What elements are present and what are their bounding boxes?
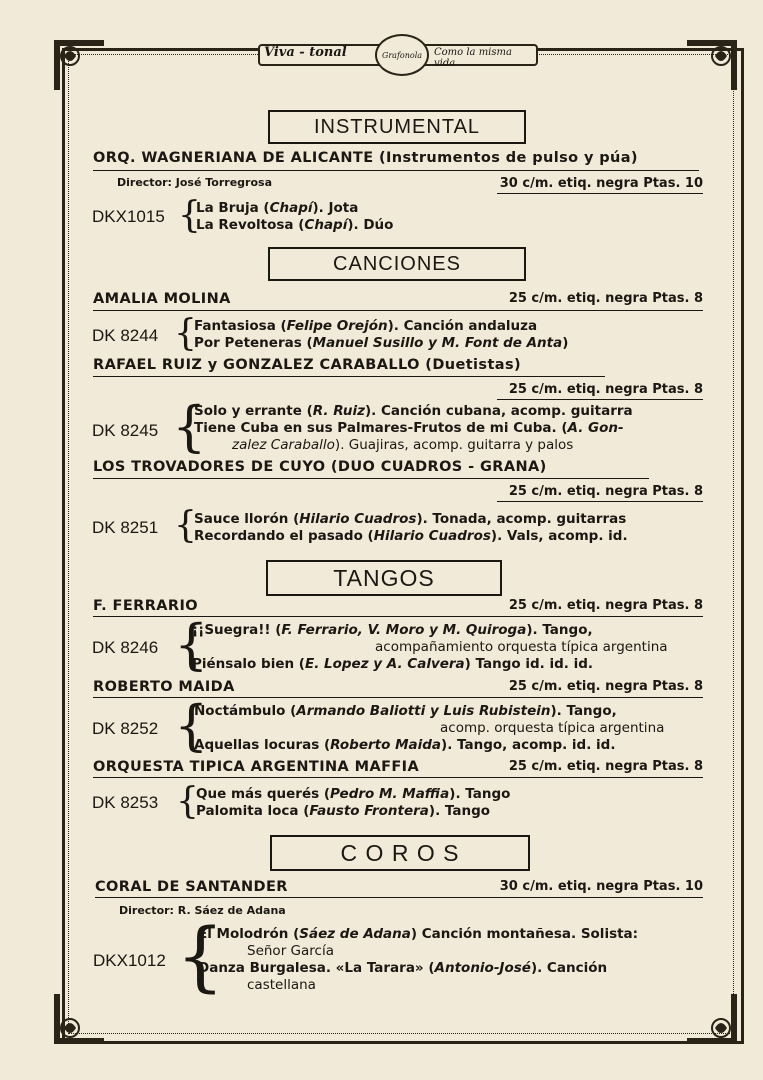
section-title: C O R O S: [340, 839, 460, 866]
price-rule: [497, 193, 703, 194]
section-header-coros: [270, 835, 530, 871]
track-line: Fantasiosa (Felipe Orejón). Canción andaluza: [194, 318, 538, 334]
track-line: La Revoltosa (Chapí). Dúo: [196, 217, 394, 233]
catalog-number: DKX1012: [93, 951, 166, 970]
brace-icon: {: [176, 781, 199, 822]
banner-slogan-right: Como la misma vida: [434, 47, 512, 69]
track-line: castellana: [247, 977, 316, 993]
price-label: 25 c/m. etiq. negra Ptas. 8: [508, 759, 703, 774]
corner-ornament-icon: [683, 36, 741, 94]
track-line: acomp. orquesta típica argentina: [440, 720, 665, 736]
track-line: Por Peteneras (Manuel Susillo y M. Font de Anta): [194, 335, 569, 351]
artist-heading: ROBERTO MAIDA: [93, 679, 235, 695]
catalog-number: DK 8246: [92, 638, 159, 657]
director-note: Director: José Torregrosa: [117, 176, 272, 189]
logo-text: Grafonola: [381, 50, 423, 60]
heading-rule: [93, 777, 703, 778]
track-line: El Molodrón (Sáez de Adana) Canción montañesa. Solista:: [198, 926, 639, 942]
brace-icon: {: [174, 505, 197, 546]
price-label: 25 c/m. etiq. negra Ptas. 8: [508, 382, 703, 397]
track-line: Solo y errante (R. Ruiz). Canción cubana, acomp. guitarra: [194, 403, 633, 419]
section-header-instrumental: [268, 110, 526, 144]
artist-heading: RAFAEL RUIZ y GONZALEZ CARABALLO (Duetistas): [93, 357, 522, 373]
brace-icon: {: [174, 613, 209, 676]
heading-rule: [93, 310, 703, 311]
section-header-canciones: [268, 247, 526, 281]
track-line: Aquellas locuras (Roberto Maida). Tango, acomp. id. id.: [194, 737, 616, 753]
track-line: Sauce llorón (Hilario Cuadros). Tonada, acomp. guitarras: [194, 511, 627, 527]
catalog-number: DK 8245: [92, 421, 159, 440]
heading-rule: [93, 478, 649, 479]
catalog-number: DKX1015: [92, 207, 165, 226]
price-label: 25 c/m. etiq. negra Ptas. 8: [508, 598, 703, 613]
catalog-number: DK 8253: [92, 793, 159, 812]
corner-ornament-icon: [50, 36, 108, 94]
artist-heading: ORQ. WAGNERIANA DE ALICANTE (Instrumentos de pulso y púa): [93, 150, 638, 166]
heading-rule: [93, 170, 699, 171]
artist-heading: F. FERRARIO: [93, 598, 198, 614]
track-line: Tiene Cuba en sus Palmares-Frutos de mi Cuba. (A. Gon-: [194, 420, 624, 436]
track-line: acompañamiento orquesta típica argentina: [375, 639, 668, 655]
price-label: 25 c/m. etiq. negra Ptas. 8: [508, 484, 703, 499]
price-label: 25 c/m. etiq. negra Ptas. 8: [508, 291, 703, 306]
brace-icon: {: [174, 313, 197, 354]
brace-icon: {: [172, 395, 207, 458]
track-line: Noctámbulo (Armando Baliotti y Luis Rubistein). Tango,: [194, 703, 617, 719]
heading-rule: [95, 897, 703, 898]
track-line: La Bruja (Chapí). Jota: [196, 200, 359, 216]
track-line: ¡¡Suegra!! (F. Ferrario, V. Moro y M. Quiroga). Tango,: [192, 622, 593, 638]
track-line: Que más querés (Pedro M. Maffia). Tango: [196, 786, 511, 802]
section-title: CANCIONES: [333, 252, 461, 275]
section-title: TANGOS: [333, 564, 435, 591]
price-label: 30 c/m. etiq. negra Ptas. 10: [499, 879, 703, 894]
brace-icon: {: [178, 195, 201, 236]
brace-icon: {: [174, 694, 209, 757]
section-title: INSTRUMENTAL: [313, 115, 481, 138]
catalog-number: DK 8244: [92, 326, 159, 345]
track-line: Piénsalo bien (E. Lopez y A. Calvera) Tango id. id. id.: [192, 656, 594, 672]
artist-heading: AMALIA MOLINA: [93, 291, 231, 307]
track-line: Recordando el pasado (Hilario Cuadros). Vals, acomp. id.: [194, 528, 628, 544]
heading-rule: [93, 376, 605, 377]
artist-heading: LOS TROVADORES DE CUYO (DUO CUADROS - GRANA): [93, 459, 547, 475]
section-header-tangos: [266, 560, 502, 596]
catalog-number: DK 8252: [92, 719, 159, 738]
artist-heading: CORAL DE SANTANDER: [95, 879, 288, 895]
corner-ornament-icon: [50, 990, 108, 1048]
track-line: Palomita loca (Fausto Frontera). Tango: [196, 803, 491, 819]
grafonola-logo: [375, 34, 429, 76]
artist-heading: ORQUESTA TIPICA ARGENTINA MAFFIA: [93, 759, 420, 775]
price-label: 30 c/m. etiq. negra Ptas. 10: [499, 176, 703, 191]
corner-ornament-icon: [683, 990, 741, 1048]
catalog-number: DK 8251: [92, 518, 159, 537]
price-label: 25 c/m. etiq. negra Ptas. 8: [508, 679, 703, 694]
brace-icon: {: [176, 911, 225, 1000]
track-line: Danza Burgalesa. «La Tarara» (Antonio-José). Canción: [198, 960, 608, 976]
track-line: zalez Caraballo). Guajiras, acomp. guitarra y palos: [232, 437, 574, 453]
banner-slogan-left: Viva - tonal: [264, 45, 347, 60]
price-rule: [497, 501, 703, 502]
brand-banner: [258, 34, 534, 74]
price-rule: [497, 399, 703, 400]
track-line: Señor García: [247, 943, 334, 959]
director-note: Director: R. Sáez de Adana: [119, 904, 286, 917]
